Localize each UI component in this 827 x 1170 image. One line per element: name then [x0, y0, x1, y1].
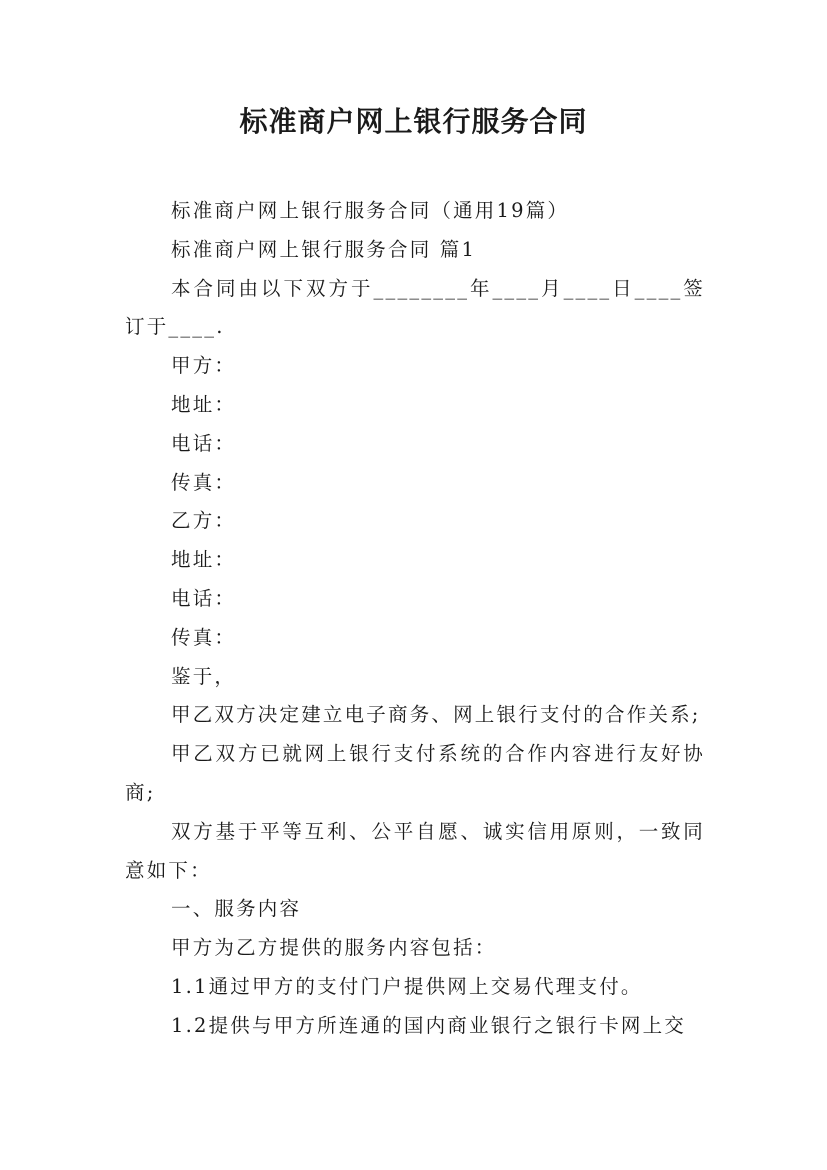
- paragraph-signing-date: 本合同由以下双方于________年____月____日____签订于____.: [125, 276, 705, 339]
- party-b-address: 地址：: [171, 548, 237, 572]
- party-b-label: 乙方：: [171, 509, 237, 533]
- document-body: [125, 192, 705, 1046]
- section-heading-service-content: 一、服务内容: [171, 897, 302, 921]
- paragraph-cooperation: 甲乙双方决定建立电子商务、网上银行支付的合作关系;: [171, 703, 701, 727]
- party-b-fax: 传真：: [171, 625, 237, 649]
- paragraph-negotiation: 甲乙双方已就网上银行支付系统的合作内容进行友好协商;: [125, 742, 705, 804]
- paragraph-service-intro: 甲方为乙方提供的服务内容包括：: [171, 936, 497, 960]
- paragraph-subtitle: 标准商户网上银行服务合同（通用19篇）: [171, 199, 570, 222]
- clause-1-1: 1.1通过甲方的支付门户提供网上交易代理支付。: [171, 974, 643, 998]
- party-a-address: 地址：: [171, 392, 237, 416]
- clause-1-2: 1.2提供与甲方所连通的国内商业银行之银行卡网上交: [171, 1013, 687, 1037]
- party-a-fax: 传真：: [171, 470, 237, 494]
- paragraph-principles: 双方基于平等互利、公平自愿、诚实信用原则，一致同意如下：: [125, 819, 705, 882]
- paragraph-section-heading: 标准商户网上银行服务合同 篇1: [171, 237, 477, 261]
- document-title: 标准商户网上银行服务合同: [239, 105, 588, 138]
- party-a-phone: 电话：: [171, 431, 237, 455]
- party-b-phone: 电话：: [171, 586, 237, 610]
- party-a-label: 甲方：: [171, 354, 237, 378]
- paragraph-whereas: 鉴于，: [171, 664, 237, 688]
